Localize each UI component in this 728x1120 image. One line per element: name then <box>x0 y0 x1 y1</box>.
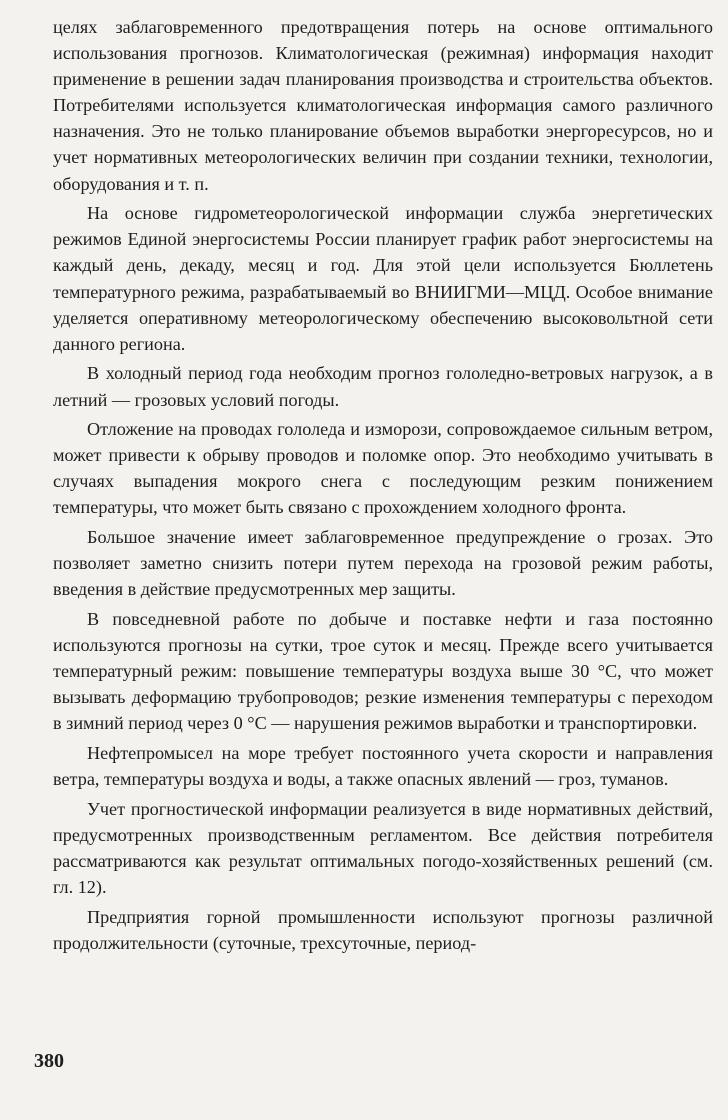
paragraph-offshore: Нефтепромысел на море требует постоянного учета скорости и направления ветра, температуры воздуха и воды, а также опасных явлений — гроз, туманов. <box>53 743 713 790</box>
paragraph-wire-icing: Отложение на проводах гололеда и изморози, сопровождаемое сильным ветром, может привести к обрыву проводов и поломке опор. Это необходимо учитывать в случаях выпадения мокрого снега с последующим резким понижением температуры, что может быть связано с прохождением холодного фронта. <box>53 419 713 518</box>
page-number: 380 <box>34 1050 64 1072</box>
paragraph-forecast-use: Учет прогностической информации реализуется в виде нормативных действий, предусмотренных производственным регламентом. Все действия потребителя рассматриваются как результат оптимальных погодо-хозяйственных решений (см. гл. 12). <box>53 798 713 898</box>
body-text <box>53 14 713 956</box>
paragraph-energy-system: На основе гидрометеорологической информации служба энергетических режимов Единой энергосистемы России планирует график работ энергосистемы на каждый день, декаду, месяц и год. Для этой цели используется Бюллетень температурного режима, разрабатываемый во ВНИИГМИ—МЦД. Особое внимание уделяется оперативному метеорологическому обеспечению высоковольтной сети данного региона. <box>53 203 713 354</box>
paragraph-continuation: целях заблаговременного предотвращения потерь на основе оптимального использования прогнозов. Климатологическая (режимная) информация находит применение в решении задач планирования производства и строительства объектов. Потребителями используется климатологическая информация самого различного назначения. Это не только планирование объемов выработки энергоресурсов, но и учет нормативных метеорологических величин при создании техники, технологии, оборудования и т. п. <box>53 17 713 194</box>
paragraph-thunderstorm-warning: Большое значение имеет заблаговременное предупреждение о грозах. Это позволяет заметно снизить потери путем перехода на грозовой режим работы, введения в действие предусмотренных мер защиты. <box>53 527 713 600</box>
paragraph-mining: Предприятия горной промышленности используют прогнозы различной продолжительности (суточные, трехсуточные, период- <box>53 906 713 953</box>
paragraph-oil-gas: В повседневной работе по добыче и поставке нефти и газа постоянно используются прогнозы на сутки, трое суток и месяц. Прежде всего учитывается температурный режим: повышение температуры воздуха выше 30 °С, что может вызывать деформацию трубопроводов; резкие изменения температуры с переходом в зимний период через 0 °С — нарушения режимов выработки и транспортировки. <box>53 609 713 734</box>
paragraph-icing-thunder: В холодный период года необходим прогноз гололедно-ветровых нагрузок, а в летний — грозовых условий погоды. <box>53 363 713 410</box>
